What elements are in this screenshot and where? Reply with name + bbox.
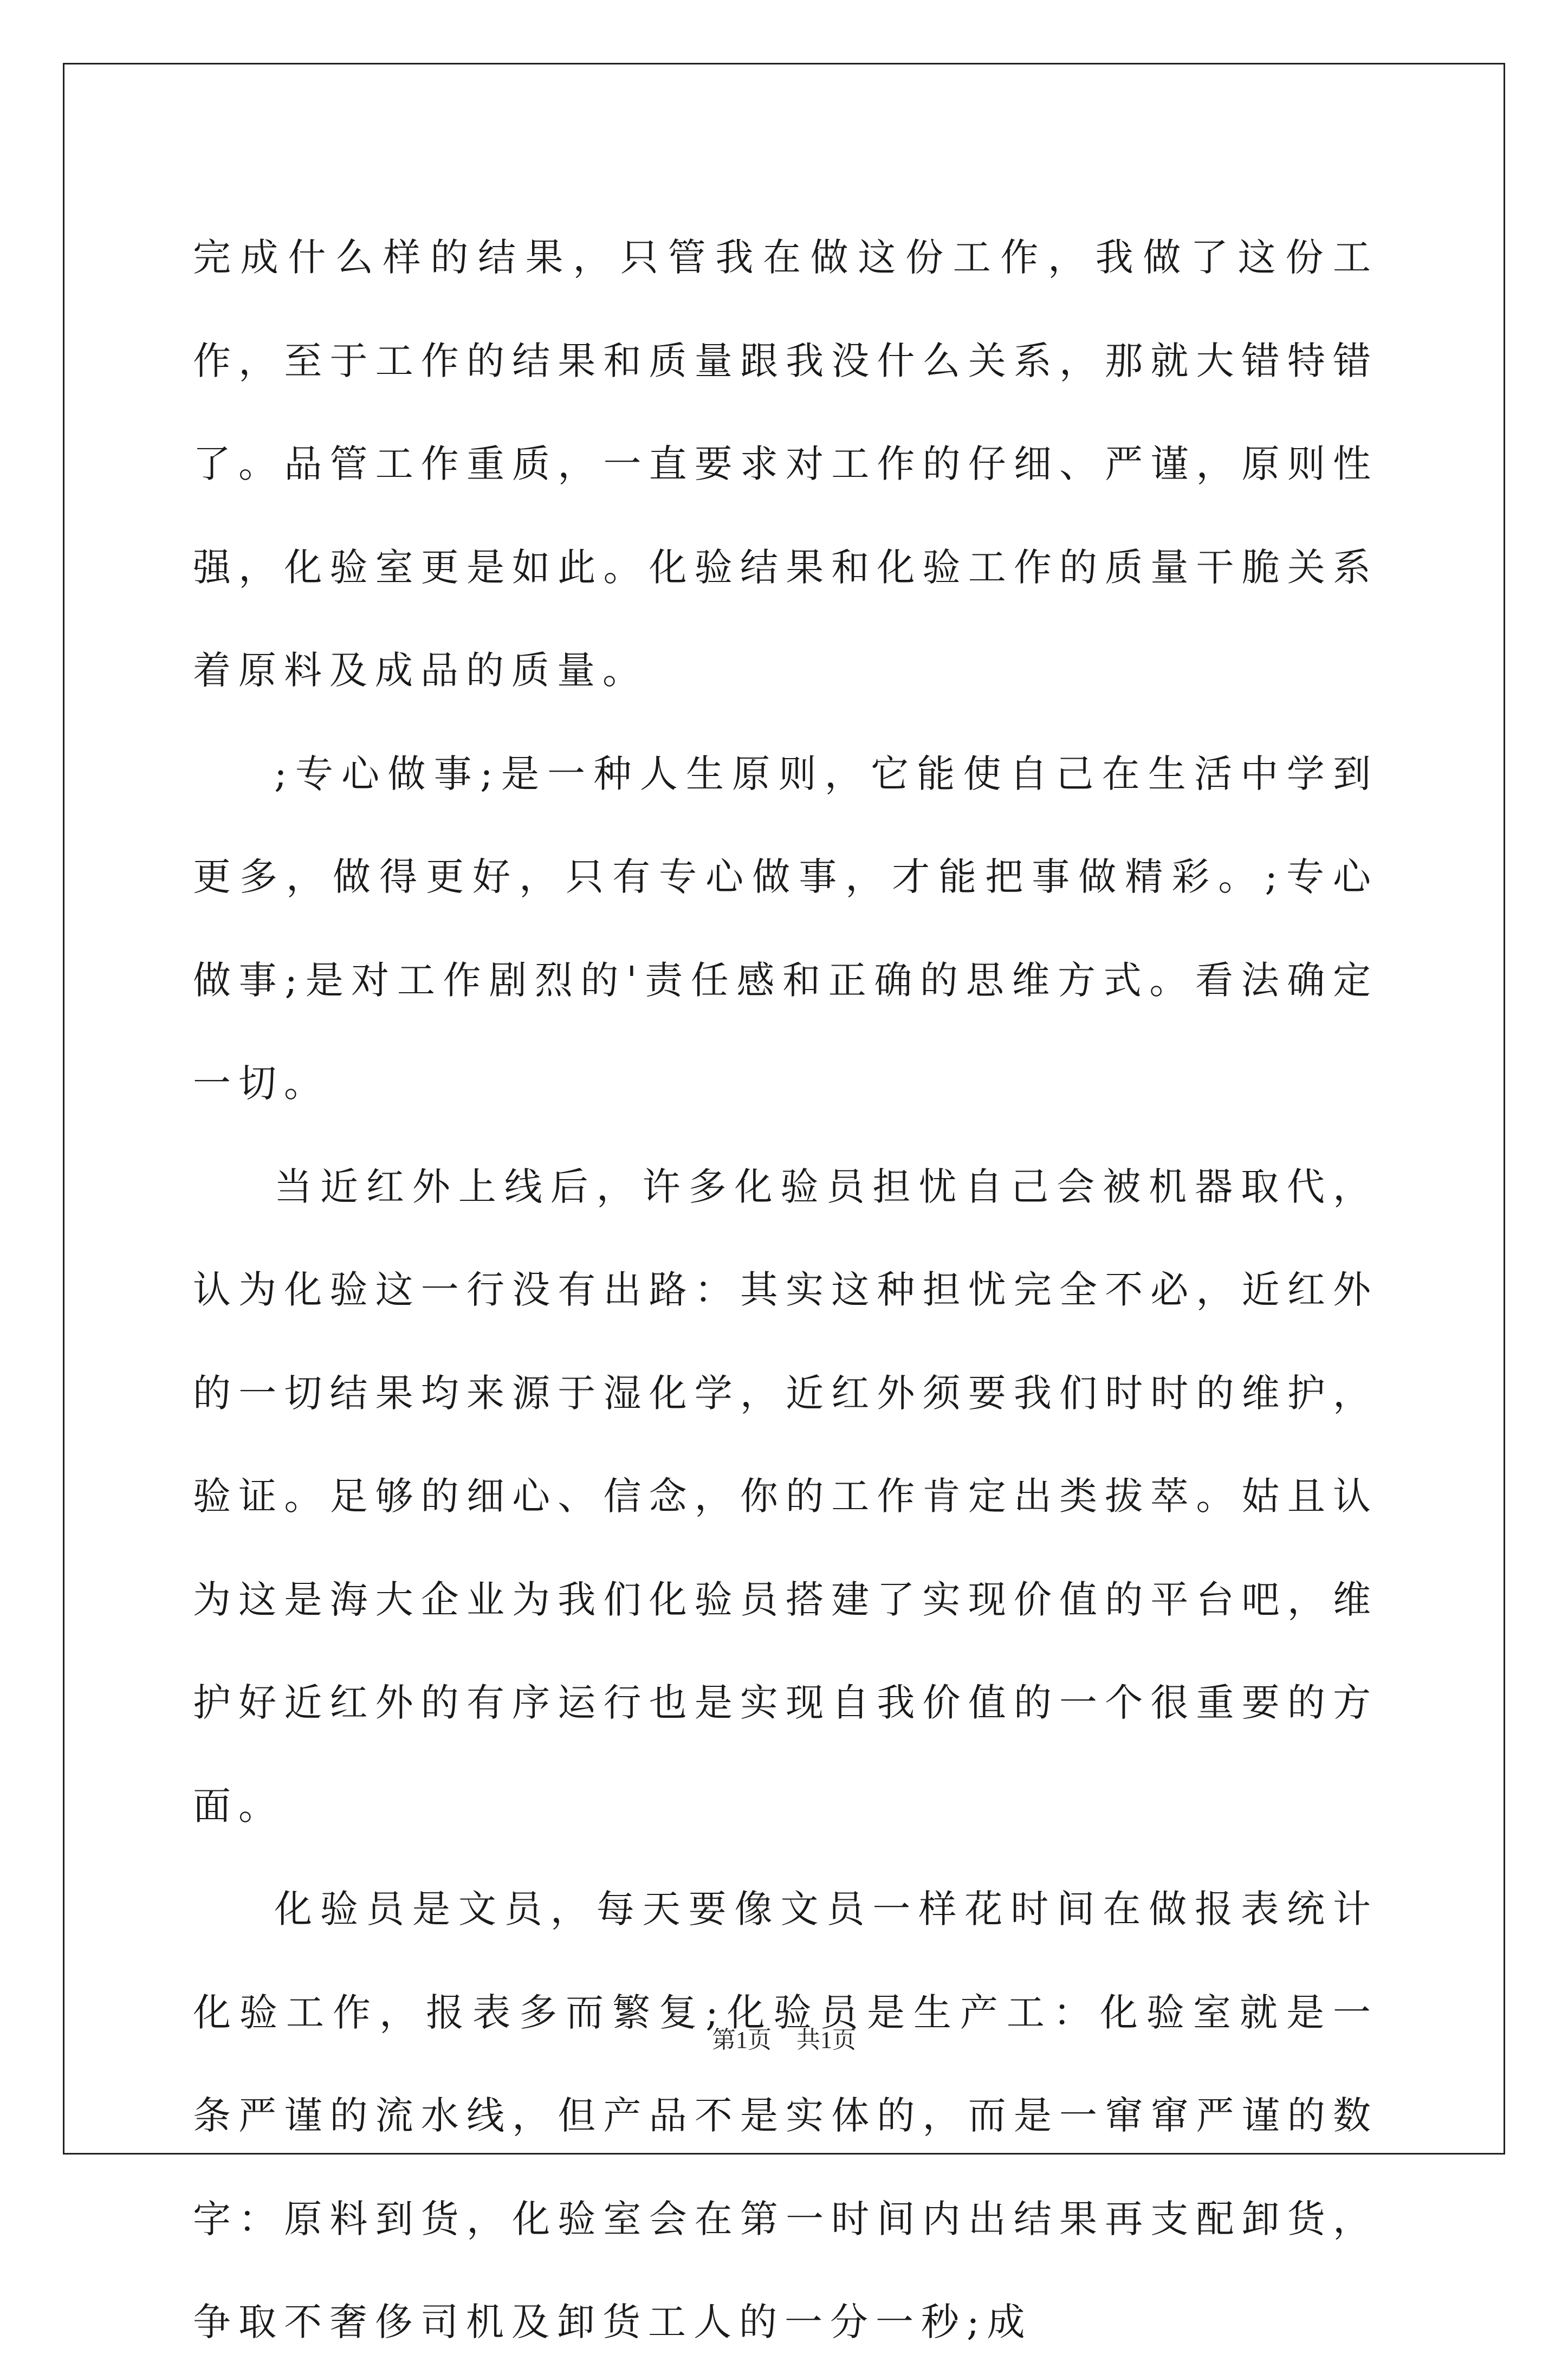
page-number: 第1页 [712, 2027, 772, 2053]
paragraph-2: ;专心做事;是一种人生原则，它能使自己在生活中学到更多，做得更好，只有专心做事，才能把事做精彩。;专心做事;是对工作剧烈的'责任感和正确的思维方式。看法确定一切。 [193, 751, 1378, 1105]
paragraph-3: 当近红外上线后，许多化验员担忧自己会被机器取代，认为化验这一行没有出路：其实这种担忧完全不必，近红外的一切结果均来源于湿化学，近红外须要我们时时的维护，验证。足够的细心、信念，你的工作肯定出类拔萃。姑且认为这是海大企业为我们化验员搭建了实现价值的平台吧，维护好近红外的有序运行也是实现自我价值的一个很重要的方面。 [193, 1164, 1378, 1828]
page-total: 共1页 [796, 2027, 856, 2053]
paragraph-4: 化验员是文员，每天要像文员一样花时间在做报表统计化验工作，报表多而繁复;化验员是生产工：化验室就是一条严谨的流水线，但产品不是实体的，而是一窜窜严谨的数字：原料到货，化验室会在第一时间内出结果再支配卸货，争取不奢侈司机及卸货工人的一分一秒;成 [193, 1887, 1378, 2344]
page-footer [0, 2024, 1568, 2056]
paragraph-1: 完成什么样的结果，只管我在做这份工作，我做了这份工作，至于工作的结果和质量跟我没什么关系，那就大错特错了。品管工作重质，一直要求对工作的仔细、严谨，原则性强，化验室更是如此。化验结果和化验工作的质量干脆关系着原料及成品的质量。 [193, 235, 1378, 693]
